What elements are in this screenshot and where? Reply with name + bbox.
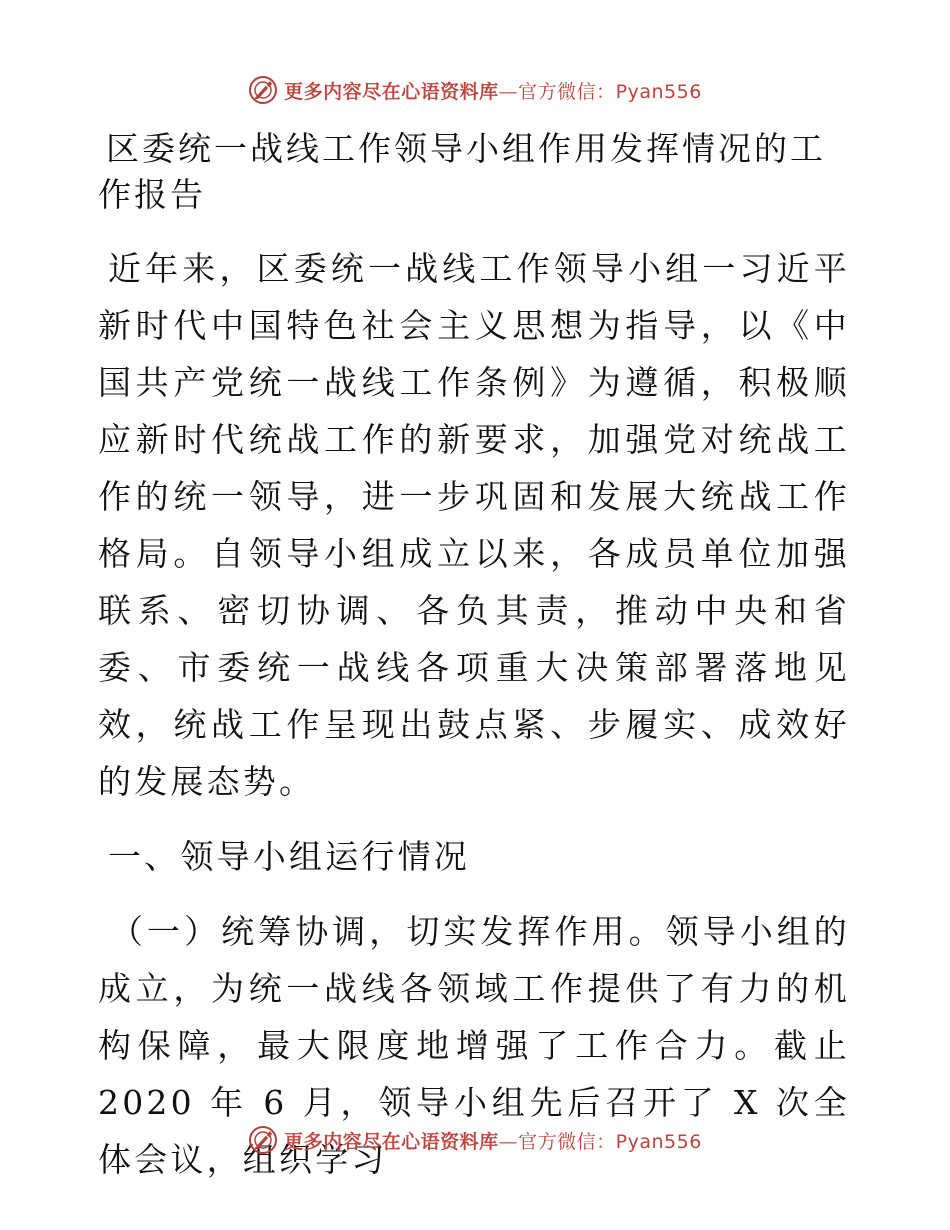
feather-pen-seal-icon [248, 1125, 278, 1155]
section-paragraph: （一）统筹协调，切实发挥作用。领导小组的成立，为统一战线各领域工作提供了有力的机构保障，最大限度地增强了工作合力。截止 2020 年 6 月，领导小组先后召开了 X 次全体会议，组织学习 [98, 912, 850, 1179]
watermark-main-text: 更多内容尽在心语资料库 [284, 80, 499, 103]
watermark-wechat-text: 官方微信：Pyan556 [518, 1130, 702, 1153]
document-body [98, 120, 850, 1188]
footer-watermark [0, 1120, 950, 1160]
watermark-wechat-text: 官方微信：Pyan556 [518, 80, 702, 103]
document-title: 区委统一战线工作领导小组作用发挥情况的工作报告 [98, 129, 826, 214]
feather-pen-seal-icon [248, 75, 278, 105]
section-heading: 一、领导小组运行情况 [108, 837, 470, 876]
watermark-text [284, 1127, 702, 1154]
watermark-text [284, 77, 702, 104]
header-watermark [0, 70, 950, 110]
intro-paragraph: 近年来，区委统一战线工作领导小组一习近平新时代中国特色社会主义思想为指导，以《中国共产党统一战线工作条例》为遵循，积极顺应新时代统战工作的新要求，加强党对统战工作的统一领导，进一步巩固和发展大统战工作格局。自领导小组成立以来，各成员单位加强联系、密切协调、各负其责，推动中央和省委、市委统一战线各项重大决策部署落地见效，统战工作呈现出鼓点紧、步履实、成效好的发展态势。 [98, 249, 850, 801]
watermark-separator: — [498, 1130, 519, 1153]
watermark-separator: — [498, 80, 519, 103]
watermark-main-text: 更多内容尽在心语资料库 [284, 1130, 499, 1153]
